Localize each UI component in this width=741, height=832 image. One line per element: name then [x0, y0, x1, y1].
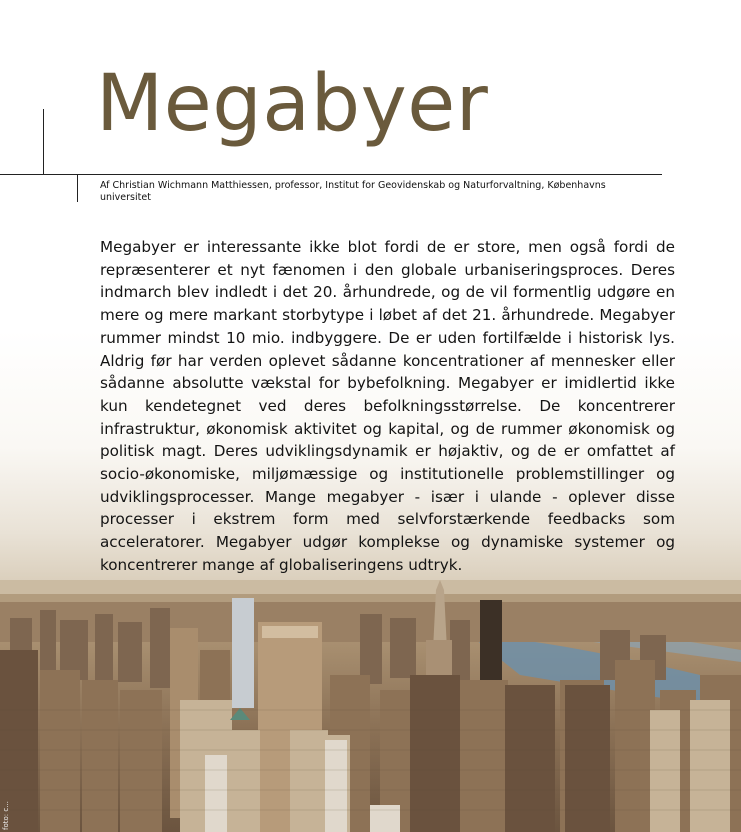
photo-credit: foto: c... — [2, 801, 10, 830]
skyline-illustration — [0, 580, 741, 832]
city-skyline-photo — [0, 580, 741, 832]
article-body: Megabyer er interessante ikke blot fordi de er store, men også fordi de repræsenterer et nyt fænomen i den globale urbaniseringsproces. Deres indmarch blev indledt i det 20. århundrede, og de vil formentlig udgøre en mere og mere markant storbytype i løbet af det 21. århundrede. Megabyer rummer mindst 10 mio. indbyggere. De er uden fortilfælde i historisk lys. Aldrig før har verden oplevet sådanne koncentrationer af mennesker eller sådanne absolutte vækstal for bybefolkning. Megabyer er imidlertid ikke kun kendetegnet ved deres befolkningsstørrelse. De koncentrerer infrastruktur, økonomisk aktivitet og kapital, og de rummer økonomisk og politisk magt. Deres udviklingsdynamik er højaktiv, og de er omfattet af socio-økonomiske, miljømæssige og institutionelle problemstillinger og udviklingsprocesser. Mange megabyer - især i ulande - oplever disse processer i ekstrem form med selvforstærkende feedbacks som acceleratorer. Megabyer udgør komplekse og dynamiske systemer og koncentrerer mange af globaliseringens udtryk. — [100, 238, 675, 574]
horizontal-rule — [0, 174, 662, 175]
author-byline: Af Christian Wichmann Matthiessen, professor, Institut for Geovidenskab og Naturforvaltning, Københavns universitet — [100, 180, 606, 203]
article-title: Megabyer — [96, 59, 489, 149]
vertical-rule-top — [43, 109, 44, 175]
vertical-rule-bottom — [77, 175, 78, 202]
